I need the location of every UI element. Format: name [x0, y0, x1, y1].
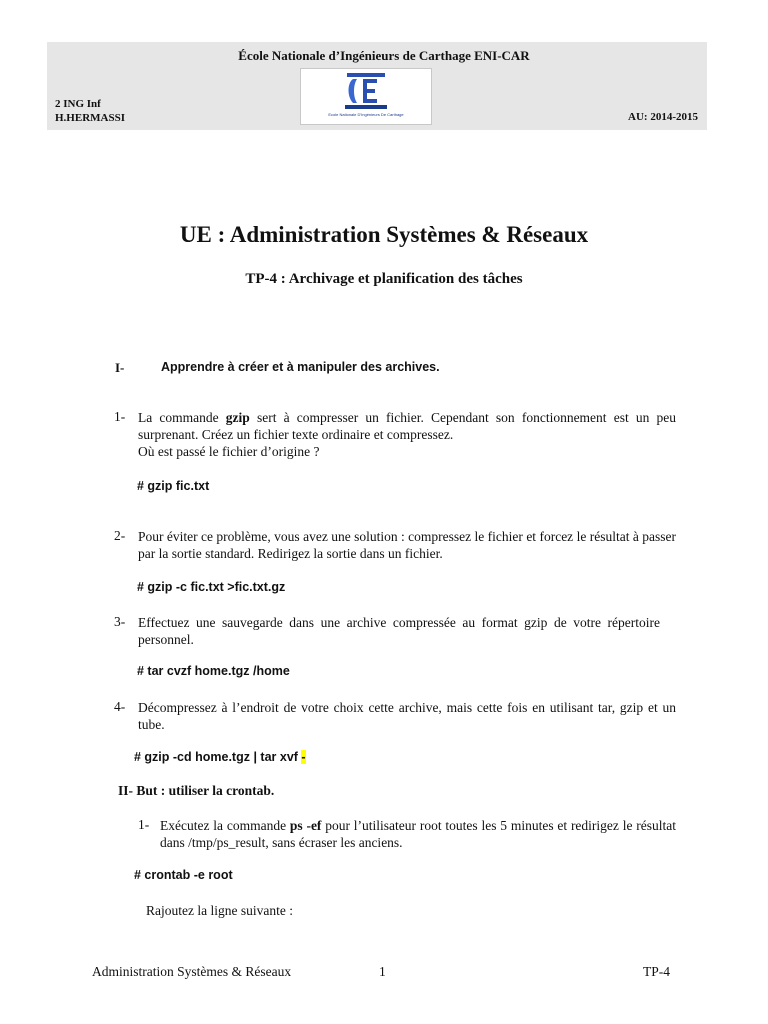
page-subtitle: TP-4 : Archivage et planification des tâches	[245, 271, 523, 287]
item-2-text: Pour éviter ce problème, vous avez une solution : compressez le fichier et forcez le résultat à passer par la sortie standard. Redirigez la sortie dans un fichier.	[138, 529, 676, 561]
footer-page-number: 1	[379, 964, 386, 979]
item-1-text-pre: La commande	[138, 410, 226, 425]
item-2-command: # gzip -c fic.txt >fic.txt.gz	[137, 580, 286, 594]
class-label: 2 ING Inf	[55, 98, 101, 110]
item-4-command-highlight: -	[301, 750, 306, 764]
item-1-command: # gzip fic.txt	[137, 479, 210, 493]
section-2-item-1-command: # crontab -e root	[134, 868, 233, 882]
section-2-item-1-text	[160, 817, 676, 851]
section-1-number: I-	[115, 360, 125, 375]
school-name: École Nationale d’Ingénieurs de Carthage ENI-CAR	[238, 48, 530, 63]
footer-course: Administration Systèmes & Réseaux	[92, 964, 292, 979]
section-2-item-1-post: pour l’utilisateur root toutes les 5 minutes et redirigez le résultat dans /tmp/ps_result, sans écraser les anciens.	[160, 818, 677, 850]
section-2-title: II- But : utiliser la crontab.	[118, 783, 275, 798]
academic-year: AU: 2014-2015	[628, 111, 698, 123]
page-title: UE : Administration Systèmes & Réseaux	[179, 222, 589, 247]
section-2-item-1-bold: ps -ef	[289, 818, 322, 833]
item-4-command-text: # gzip -cd home.tgz | tar xvf	[134, 750, 298, 764]
item-1-text-post: sert à compresser un fichier. Cependant son fonctionnement est un peu surprenant. Créez un fichier texte ordinaire et compressez.	[138, 410, 677, 442]
item-1-text	[138, 409, 676, 443]
item-4-number: 4-	[114, 699, 126, 714]
item-2-number: 2-	[114, 528, 126, 543]
section-1-title: Apprendre à créer et à manipuler des archives.	[161, 360, 440, 374]
item-3-text: Effectuez une sauvegarde dans une archive compressée au format gzip de votre répertoire personnel.	[138, 615, 660, 647]
section-2-item-1-note: Rajoutez la ligne suivante :	[146, 903, 293, 918]
item-3-command: # tar cvzf home.tgz /home	[137, 664, 290, 678]
logo-caption: Ecole Nationale D'Ingénieurs De Carthage	[328, 112, 404, 117]
section-2-item-1-number: 1-	[138, 817, 150, 832]
item-3-number: 3-	[114, 614, 126, 629]
eni-car-logo-icon	[343, 71, 389, 111]
item-1-number: 1-	[114, 409, 126, 424]
item-4-command	[134, 750, 306, 764]
footer-tp-label: TP-4	[643, 964, 670, 979]
author-label: H.HERMASSI	[55, 112, 125, 124]
school-logo	[300, 68, 432, 125]
class-author-block	[55, 97, 125, 125]
item-4-text: Décompressez à l’endroit de votre choix cette archive, mais cette fois en utilisant tar, gzip et un tube.	[138, 700, 676, 732]
item-1-question: Où est passé le fichier d’origine ?	[138, 444, 320, 459]
section-2-item-1-pre: Exécutez la commande	[160, 818, 290, 833]
item-1-text-bold: gzip	[225, 410, 250, 425]
